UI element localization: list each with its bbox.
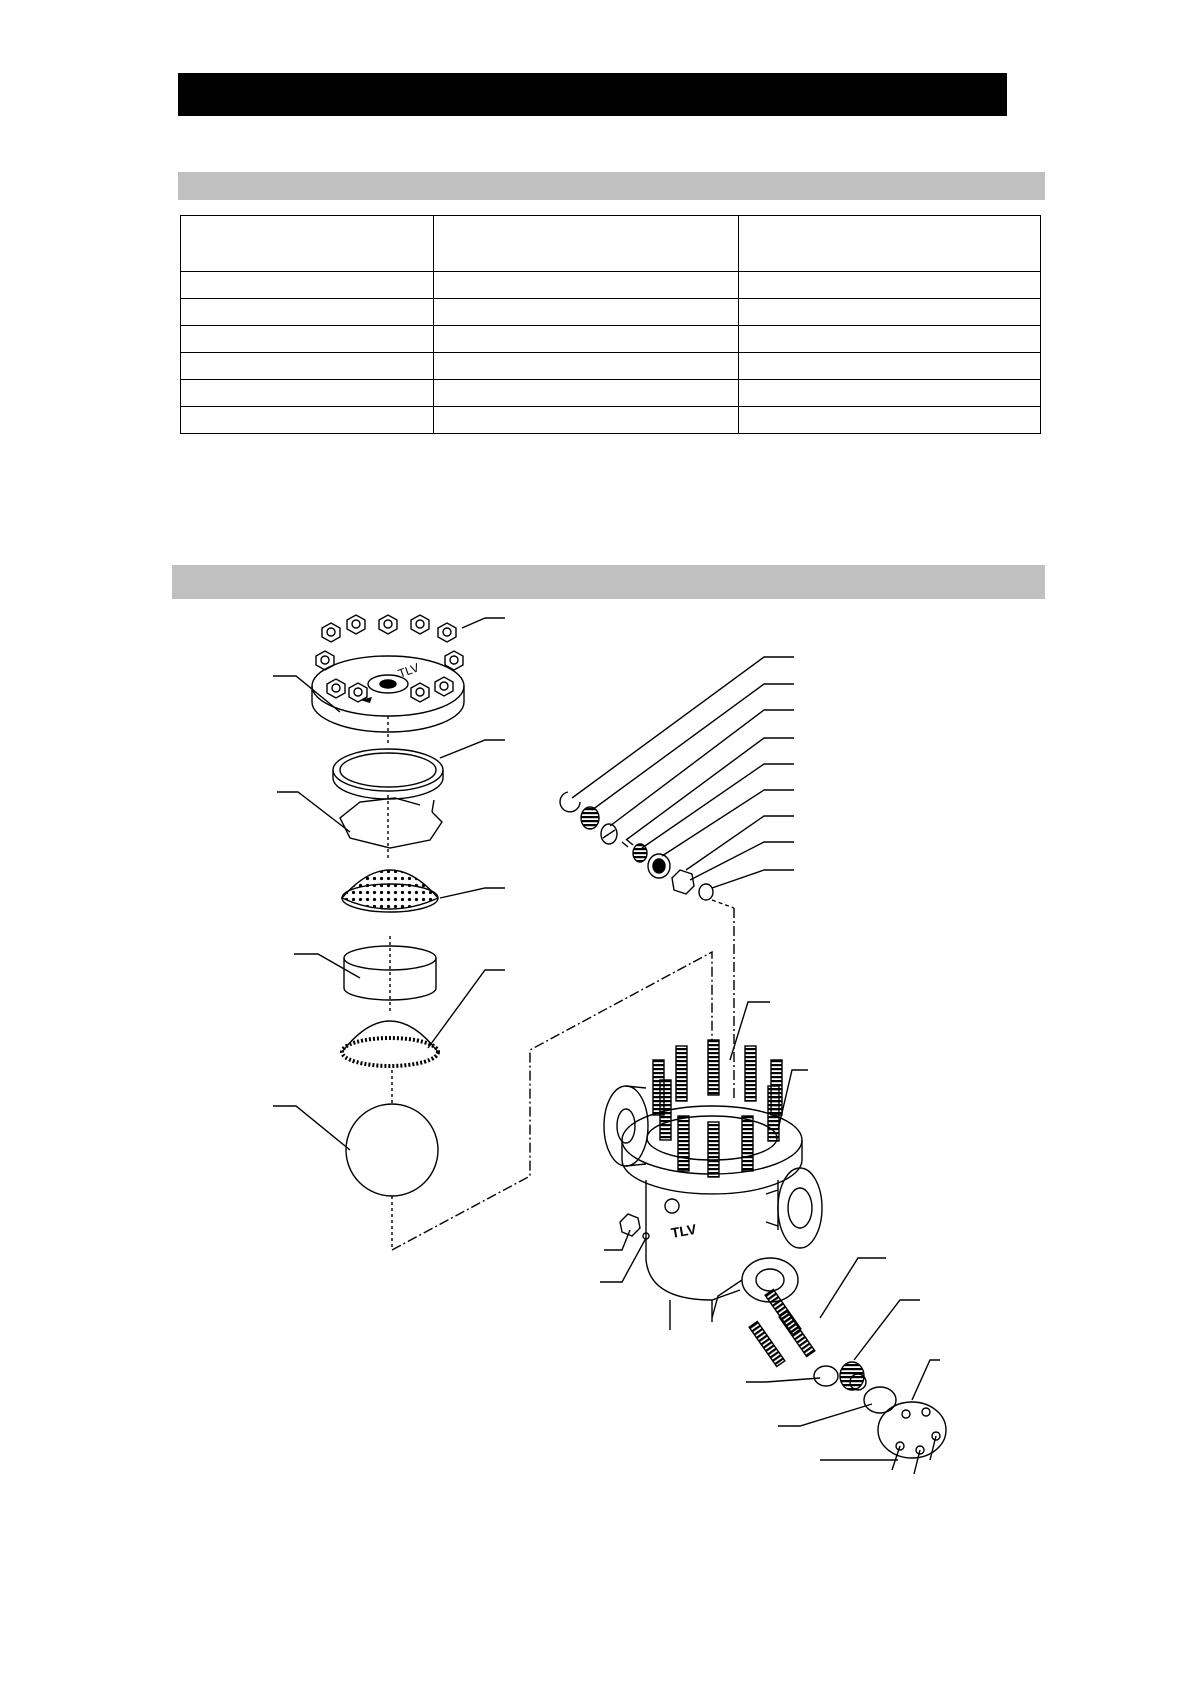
table-cell: [434, 326, 739, 353]
hex-nut: [327, 679, 345, 698]
table-cell: [739, 272, 1041, 299]
table-header-cell: [181, 216, 434, 272]
table-cell: [181, 326, 434, 353]
table-cell: [181, 272, 434, 299]
hex-nut: [435, 677, 453, 696]
table-header-cell: [739, 216, 1041, 272]
table-cell: [434, 299, 739, 326]
exploded-view-svg: [0, 600, 1192, 1500]
valve-gasket: [699, 884, 713, 900]
table-header-row: [181, 216, 1041, 272]
body-studs: [653, 1040, 782, 1177]
valve-screen: [581, 807, 599, 829]
table-row: [181, 326, 1041, 353]
blowdown-gasket-2: [864, 1387, 896, 1413]
table-cell: [434, 272, 739, 299]
hex-nut: [438, 623, 456, 642]
table-cell: [434, 353, 739, 380]
section-header-exploded-view: [172, 565, 1045, 599]
screen-holder-ring: [344, 936, 436, 1012]
leader-lines-valve: [572, 657, 794, 888]
table-row: [181, 380, 1041, 407]
hex-nut: [316, 651, 334, 670]
table-cell: [434, 407, 739, 434]
drain-plug: [620, 1214, 640, 1236]
logo-text: TLV: [396, 660, 421, 681]
table-cell: [181, 353, 434, 380]
table-row: [181, 407, 1041, 434]
hex-nut: [379, 615, 397, 634]
table-cell: [739, 353, 1041, 380]
table-cell: [739, 380, 1041, 407]
table-row: [181, 299, 1041, 326]
leader-lines-body: [600, 1002, 940, 1460]
snap-ring: [340, 795, 442, 860]
exploded-view-drawing: [0, 600, 1192, 1500]
hex-nut: [411, 683, 429, 702]
table-row: [181, 353, 1041, 380]
section-header-specifications: [178, 172, 1045, 200]
screen-sphere: [346, 1070, 438, 1250]
table-cell: [181, 407, 434, 434]
blowdown-valve: [840, 1362, 866, 1390]
small-spring: [622, 840, 633, 847]
cover-gasket: [333, 749, 443, 799]
hex-plug: [672, 870, 694, 894]
table-cell: [434, 380, 739, 407]
table-cell: [181, 299, 434, 326]
table-header-cell: [434, 216, 739, 272]
table-cell: [739, 299, 1041, 326]
blowdown-gasket: [814, 1366, 838, 1386]
hex-nut: [347, 615, 365, 634]
hex-nut: [411, 615, 429, 634]
page-title-bar: [178, 73, 1007, 116]
table-row: [181, 272, 1041, 299]
hex-nut: [322, 623, 340, 642]
table-cell: [739, 326, 1041, 353]
cover-nuts-group: [316, 615, 463, 702]
screen-hemisphere: [342, 1021, 438, 1066]
screen-dome: [342, 870, 438, 912]
specification-table: [180, 215, 1041, 434]
table-cell: [739, 407, 1041, 434]
cover-flange: [312, 656, 464, 745]
table-cell: [181, 380, 434, 407]
blowdown-cover: [878, 1402, 946, 1474]
body-logo-text: TLV: [669, 1220, 698, 1241]
